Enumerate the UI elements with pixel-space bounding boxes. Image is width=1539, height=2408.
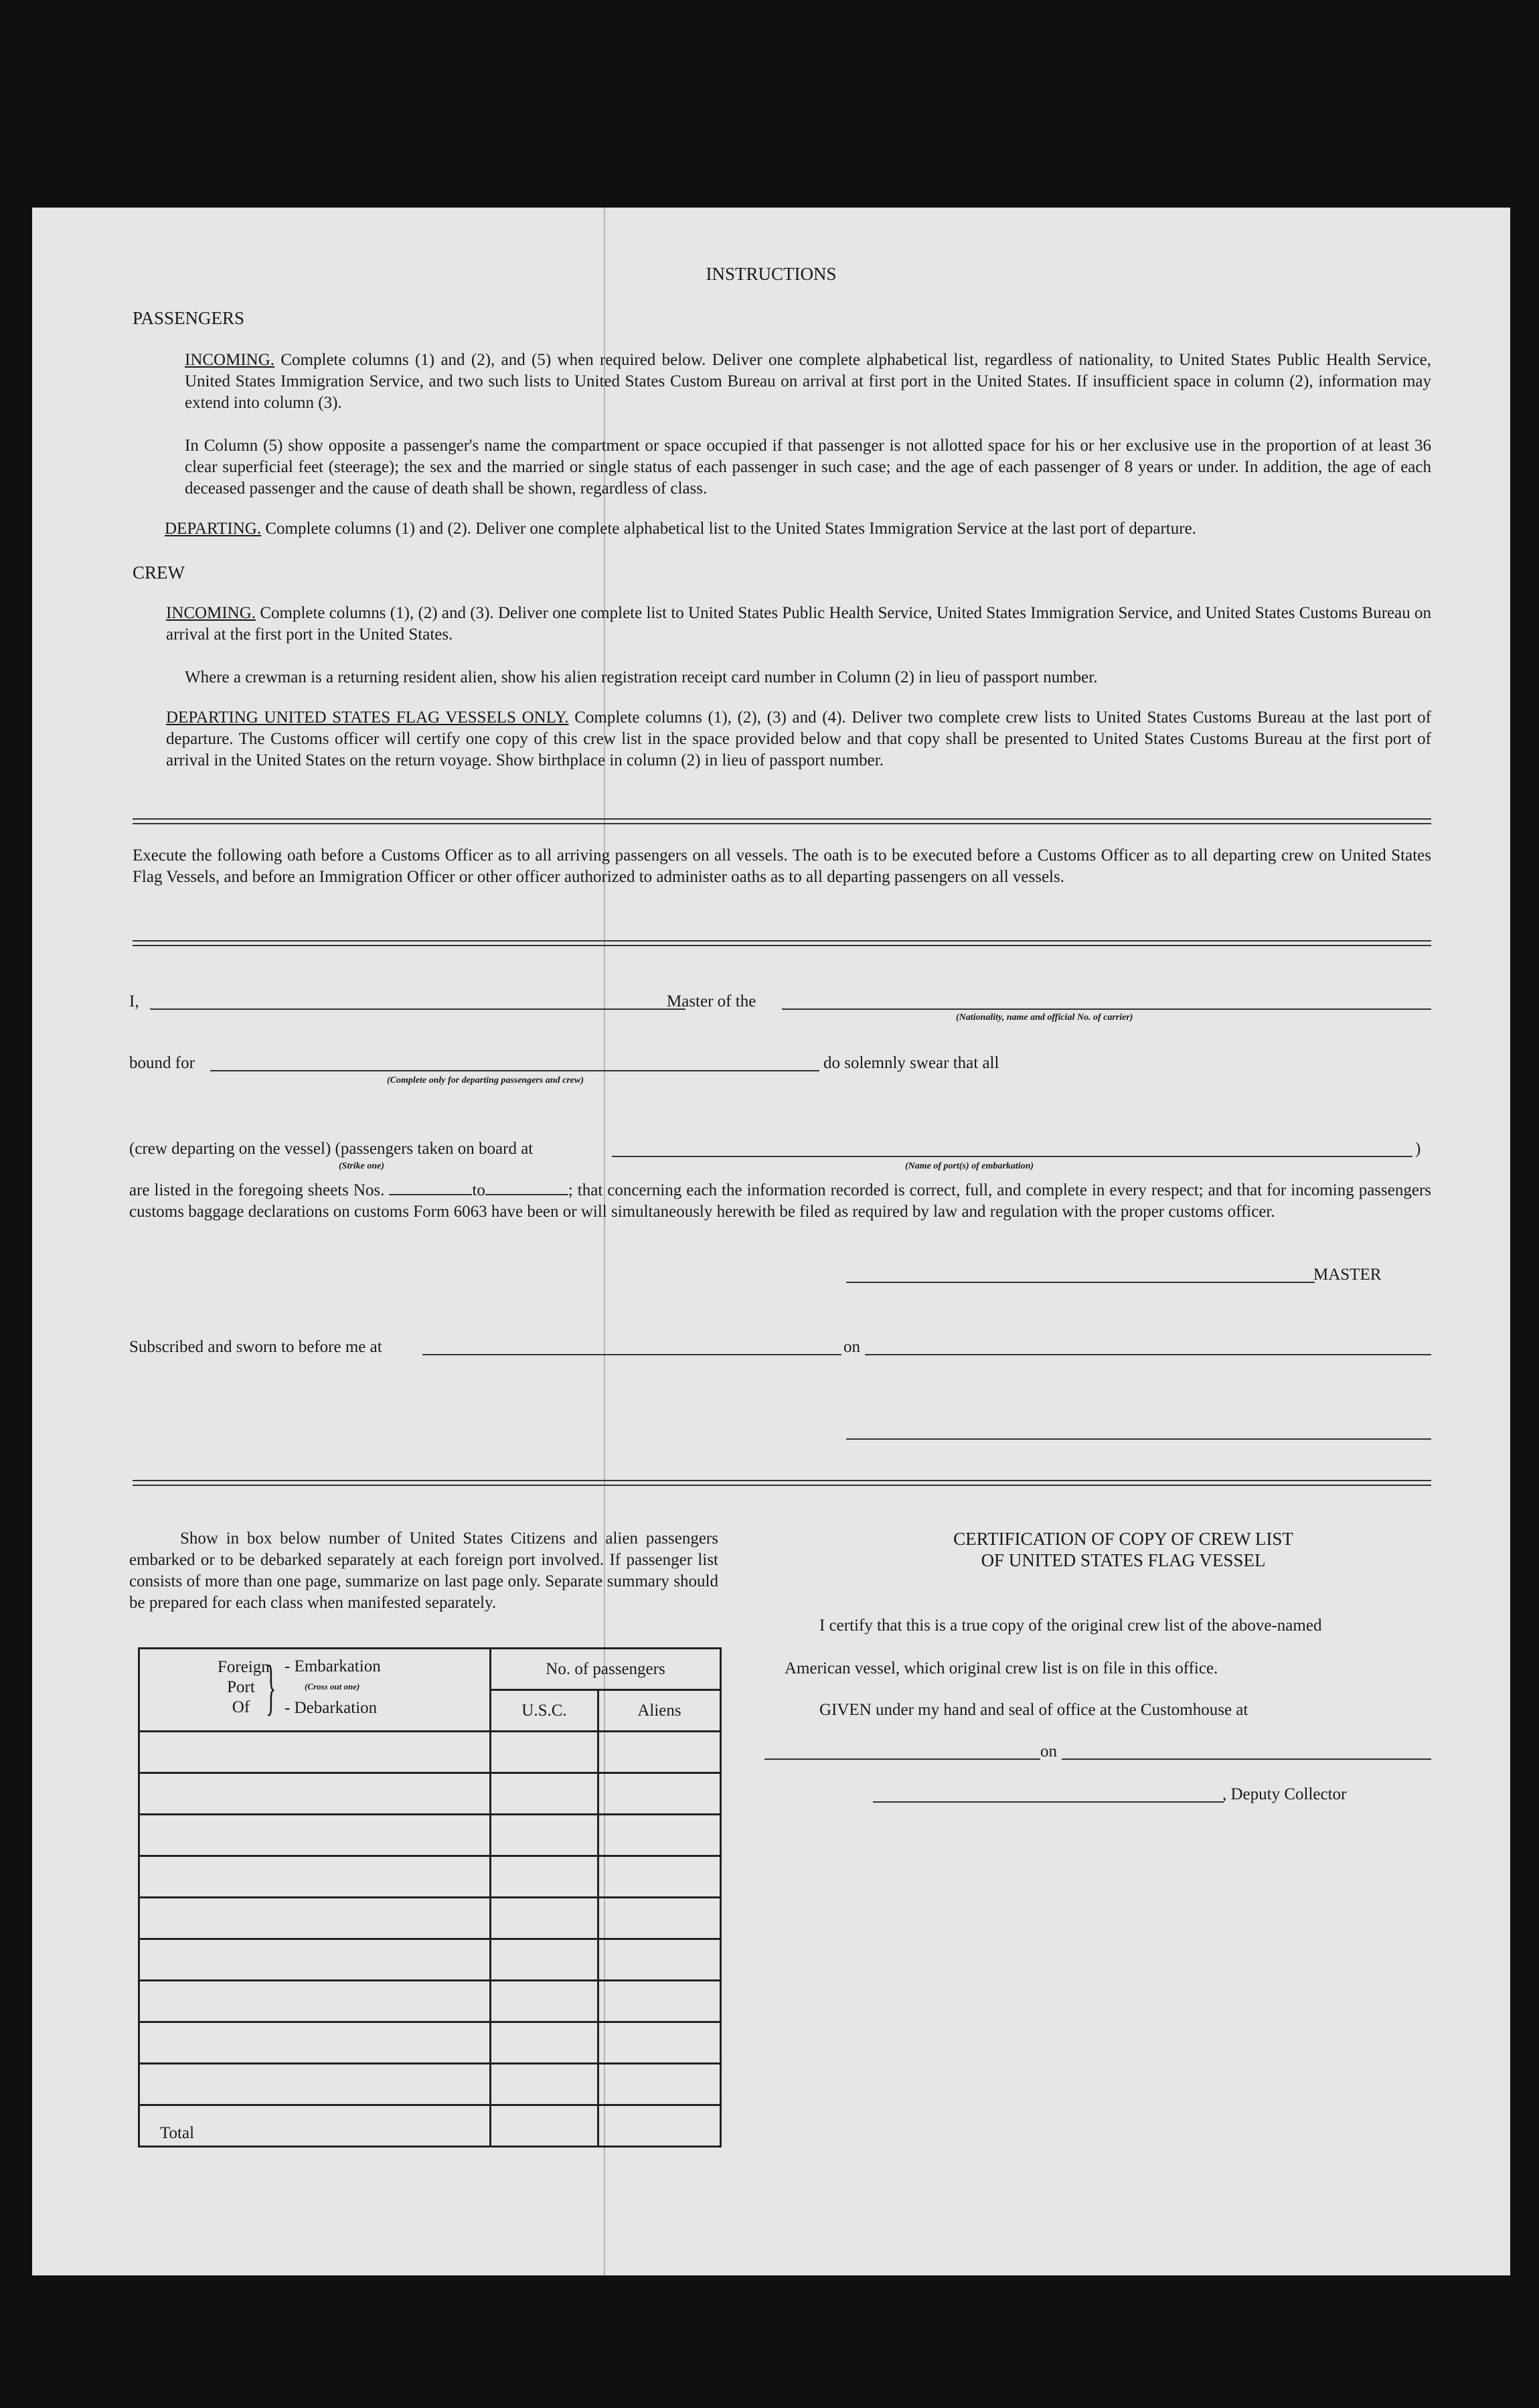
foreign-word: Foreign	[218, 1658, 270, 1676]
certification-title-line2: OF UNITED STATES FLAG VESSEL	[981, 1550, 1266, 1570]
crew-incoming-paragraph	[166, 603, 1431, 646]
no-of-passengers-header: No. of passengers	[491, 1649, 721, 1690]
subscribed-label: Subscribed and sworn to before me at	[129, 1338, 382, 1356]
passengers-column5-paragraph: In Column (5) show opposite a passenger's name the compartment or space occupied if that passenger is not allotted space for his or her exclusive use in the proportion of at least 36 clear superficial feet (steerage); the sex and the married or single status of each passenger in such case; and the age of each passenger of 8 years or under. In addition, the age of each deceased passenger and the cause of death shall be shown, regardless of class.	[185, 437, 1431, 498]
usc-cell[interactable]	[491, 1773, 598, 1815]
crew-returning-paragraph: Where a crewman is a returning resident alien, show his alien registration receipt card number in Column (2) in lieu of passport number.	[185, 668, 1098, 686]
strike-one-caption: (Strike one)	[339, 1161, 385, 1171]
passengers-incoming-paragraph	[185, 350, 1431, 414]
brace-glyph: }	[266, 1653, 276, 1721]
debarkation-label: - Debarkation	[285, 1699, 378, 1717]
page-title: INSTRUCTIONS	[706, 264, 837, 284]
crew-incoming-label: INCOMING.	[166, 604, 256, 622]
usc-header: U.S.C.	[491, 1690, 598, 1732]
port-cell[interactable]	[139, 1939, 491, 1981]
divider-double	[133, 818, 1431, 824]
oath-i-label: I,	[129, 992, 139, 1010]
port-cell[interactable]	[139, 1856, 491, 1898]
aliens-cell[interactable]	[598, 2022, 721, 2064]
given-date-field[interactable]	[1062, 1758, 1431, 1760]
cross-out-caption: (Cross out one)	[305, 1681, 360, 1691]
passengers-departing-text: Complete columns (1) and (2). Deliver one complete alphabetical list to the United States Immigration Service at the last port of departure.	[265, 520, 1196, 538]
passengers-incoming-text: Complete columns (1) and (2), and (5) when required below. Deliver one complete alphabetical list, regardless of nationality, to United States Public Health Service, United States Immigration Service, and two such lists to United States Custom Bureau on arrival at first port in the United States. If insufficient space in column (2), information may extend into column (3).	[185, 351, 1432, 412]
port-cell[interactable]	[139, 1732, 491, 1773]
master-signature-field[interactable]	[846, 1282, 1315, 1283]
sworn-date-field[interactable]	[865, 1354, 1431, 1355]
certification-title-line1: CERTIFICATION OF COPY OF CREW LIST	[953, 1529, 1293, 1549]
passengers-heading: PASSENGERS	[133, 308, 245, 328]
oath-intro: Execute the following oath before a Customs Officer as to all arriving passengers on all vessels. The oath is to be executed before a Customs Officer as to all departing crew on United States Flag Vessels, and before an Immigration Officer or other officer authorized to administer oaths as to all departing passengers on all vessels.	[133, 846, 1431, 886]
aliens-header: Aliens	[598, 1690, 721, 1732]
given-on-label: on	[1040, 1742, 1057, 1760]
aliens-cell[interactable]	[598, 1815, 721, 1856]
embarkation-port-field[interactable]	[612, 1156, 1412, 1157]
port-header-cell	[139, 1649, 491, 1732]
usc-cell[interactable]	[491, 2022, 598, 2064]
to-label: to	[472, 1181, 485, 1199]
master-label: MASTER	[1313, 1266, 1382, 1284]
usc-cell[interactable]	[491, 1815, 598, 1856]
listed-paragraph	[129, 1180, 1431, 1223]
passengers-incoming-label: INCOMING.	[185, 351, 275, 369]
aliens-cell[interactable]	[598, 1898, 721, 1939]
crew-departing-label: (crew departing on the vessel) (passengers taken on board at	[129, 1140, 534, 1158]
usc-cell[interactable]	[491, 1898, 598, 1939]
listed-post-text: ; that concerning each the information recorded is correct, full, and complete in every respect; and that for incoming passengers customs baggage declarations on customs Form 6063 have been or will simultaneously herewith be filed as required by law and regulation with the proper customs officer.	[129, 1181, 1431, 1221]
aliens-total-cell[interactable]	[598, 2105, 721, 2147]
port-cell[interactable]	[139, 1815, 491, 1856]
port-cell[interactable]	[139, 2064, 491, 2105]
crew-departing-paragraph	[166, 707, 1431, 771]
aliens-cell[interactable]	[598, 2064, 721, 2105]
certification-text2: American vessel, which original crew list is on file in this office.	[785, 1659, 1218, 1677]
customhouse-place-field[interactable]	[764, 1758, 1040, 1760]
deputy-collector-label: , Deputy Collector	[1222, 1785, 1347, 1803]
of-word: Of	[232, 1698, 250, 1716]
sworn-place-field[interactable]	[422, 1354, 841, 1355]
divider-double	[133, 1480, 1431, 1486]
usc-cell[interactable]	[491, 1939, 598, 1981]
total-label-cell: Total	[139, 2105, 491, 2147]
port-cell[interactable]	[139, 1898, 491, 1939]
master-name-field[interactable]	[150, 1008, 685, 1010]
bound-for-field[interactable]	[210, 1070, 819, 1071]
bound-caption: (Complete only for departing passengers and crew)	[387, 1075, 584, 1085]
sheet-to-field[interactable]	[485, 1181, 568, 1195]
foreign-port-of-label	[218, 1657, 270, 1718]
passengers-departing-label: DEPARTING.	[165, 520, 262, 538]
officer-signature-field[interactable]	[846, 1438, 1431, 1440]
deputy-signature-field[interactable]	[873, 1801, 1224, 1803]
bound-for-label: bound for	[129, 1054, 195, 1072]
close-paren: )	[1415, 1140, 1421, 1158]
port-cell[interactable]	[139, 1773, 491, 1815]
summary-instructions: Show in box below number of United States Citizens and alien passengers embarked or to be debarked separately at each foreign port involved. If passenger list consists of more than one page, summarize on last page only. Separate summary should be prepared for each class when manifested separately.	[129, 1529, 718, 1612]
usc-cell[interactable]	[491, 1732, 598, 1773]
crew-incoming-text: Complete columns (1), (2) and (3). Deliver one complete list to United States Public Health Service, United States Immigration Service, and United States Customs Bureau on arrival at the first port in the United States.	[166, 604, 1431, 644]
usc-total-cell[interactable]	[491, 2105, 598, 2147]
carrier-field[interactable]	[782, 1008, 1431, 1010]
carrier-caption: (Nationality, name and official No. of carrier)	[956, 1012, 1133, 1023]
certification-title	[789, 1528, 1458, 1571]
divider-double	[133, 940, 1431, 946]
passenger-summary-table	[138, 1647, 722, 2148]
sworn-on-label: on	[843, 1338, 860, 1356]
given-text: GIVEN under my hand and seal of office at the Customhouse at	[819, 1701, 1248, 1719]
aliens-cell[interactable]	[598, 1732, 721, 1773]
crew-departing-text: Complete columns (1), (2), (3) and (4). Deliver two complete crew lists to United States Customs Bureau at the last port of departure. The Customs officer will certify one copy of this crew list in the space provided below and that copy shall be presented to United States Customs Bureau at the first port of arrival in the United States on the return voyage. Show birthplace in column (2) in lieu of passport number.	[166, 708, 1432, 769]
usc-cell[interactable]	[491, 1981, 598, 2022]
aliens-cell[interactable]	[598, 1939, 721, 1981]
do-swear-text: do solemnly swear that all	[823, 1054, 999, 1072]
sheet-from-field[interactable]	[389, 1181, 472, 1195]
port-caption: (Name of port(s) of embarkation)	[905, 1161, 1034, 1171]
crew-departing-label: DEPARTING UNITED STATES FLAG VESSELS ONLY.	[166, 708, 569, 727]
passengers-departing-paragraph	[165, 518, 1431, 540]
usc-cell[interactable]	[491, 2064, 598, 2105]
aliens-cell[interactable]	[598, 1981, 721, 2022]
port-word: Port	[227, 1678, 255, 1696]
certification-text1: I certify that this is a true copy of the original crew list of the above-named	[819, 1616, 1322, 1635]
aliens-cell[interactable]	[598, 1856, 721, 1898]
master-of-label: Master of the	[667, 992, 756, 1010]
embarkation-label: - Embarkation	[285, 1657, 381, 1675]
usc-cell[interactable]	[491, 1856, 598, 1898]
listed-pre-text: are listed in the foregoing sheets Nos.	[129, 1181, 385, 1199]
port-cell[interactable]	[139, 2022, 491, 2064]
document-page	[32, 208, 1510, 2275]
port-cell[interactable]	[139, 1981, 491, 2022]
crew-heading: CREW	[133, 562, 185, 583]
aliens-cell[interactable]	[598, 1773, 721, 1815]
